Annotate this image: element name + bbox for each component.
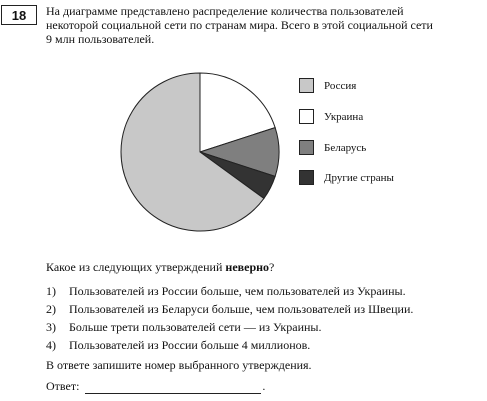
option-number: 3) bbox=[46, 320, 56, 334]
intro-line: некоторой социальной сети по странам мира. Всего в этой социальной сети bbox=[46, 18, 433, 32]
question-pre: Какое из следующих утверждений bbox=[46, 260, 226, 274]
legend-item-ukraine bbox=[299, 109, 363, 124]
intro-line: 9 млн пользователей. bbox=[46, 32, 155, 46]
legend-swatch bbox=[299, 78, 314, 93]
intro-line: На диаграмме представлено распределение количества пользователей bbox=[46, 4, 404, 18]
option-text: Пользователей из Беларуси больше, чем пользователей из Швеции. bbox=[69, 302, 414, 316]
answer-input-line[interactable] bbox=[85, 381, 261, 394]
option-number: 1) bbox=[46, 284, 56, 298]
option-text: Пользователей из России больше, чем пользователей из Украины. bbox=[69, 284, 406, 298]
option-4 bbox=[46, 338, 413, 356]
option-2 bbox=[46, 302, 413, 320]
answer-end: . bbox=[262, 379, 266, 393]
instruction-text: В ответе запишите номер выбранного утверждения. bbox=[46, 358, 312, 372]
legend-item-russia bbox=[299, 78, 356, 93]
option-text: Больше трети пользователей сети — из Украины. bbox=[69, 320, 322, 334]
task-number: 18 bbox=[1, 5, 37, 25]
answer-options bbox=[46, 284, 413, 356]
legend-item-belarus bbox=[299, 140, 366, 155]
question-post: ? bbox=[269, 260, 275, 274]
answer-label: Ответ: bbox=[46, 379, 80, 393]
option-3 bbox=[46, 320, 413, 338]
question-text bbox=[46, 260, 274, 275]
legend-label: Другие страны bbox=[324, 171, 394, 184]
answer-row bbox=[46, 379, 265, 394]
legend-item-other bbox=[299, 170, 394, 185]
question-bold: неверно bbox=[225, 260, 270, 274]
option-1 bbox=[46, 284, 413, 302]
legend-swatch bbox=[299, 109, 314, 124]
option-number: 2) bbox=[46, 302, 56, 316]
legend-swatch bbox=[299, 140, 314, 155]
legend-label: Украина bbox=[324, 110, 364, 123]
legend-label: Беларусь bbox=[324, 141, 367, 154]
legend-swatch bbox=[299, 170, 314, 185]
option-number: 4) bbox=[46, 338, 56, 352]
option-text: Пользователей из России больше 4 миллионов. bbox=[69, 338, 311, 352]
legend-label: Россия bbox=[324, 79, 357, 92]
